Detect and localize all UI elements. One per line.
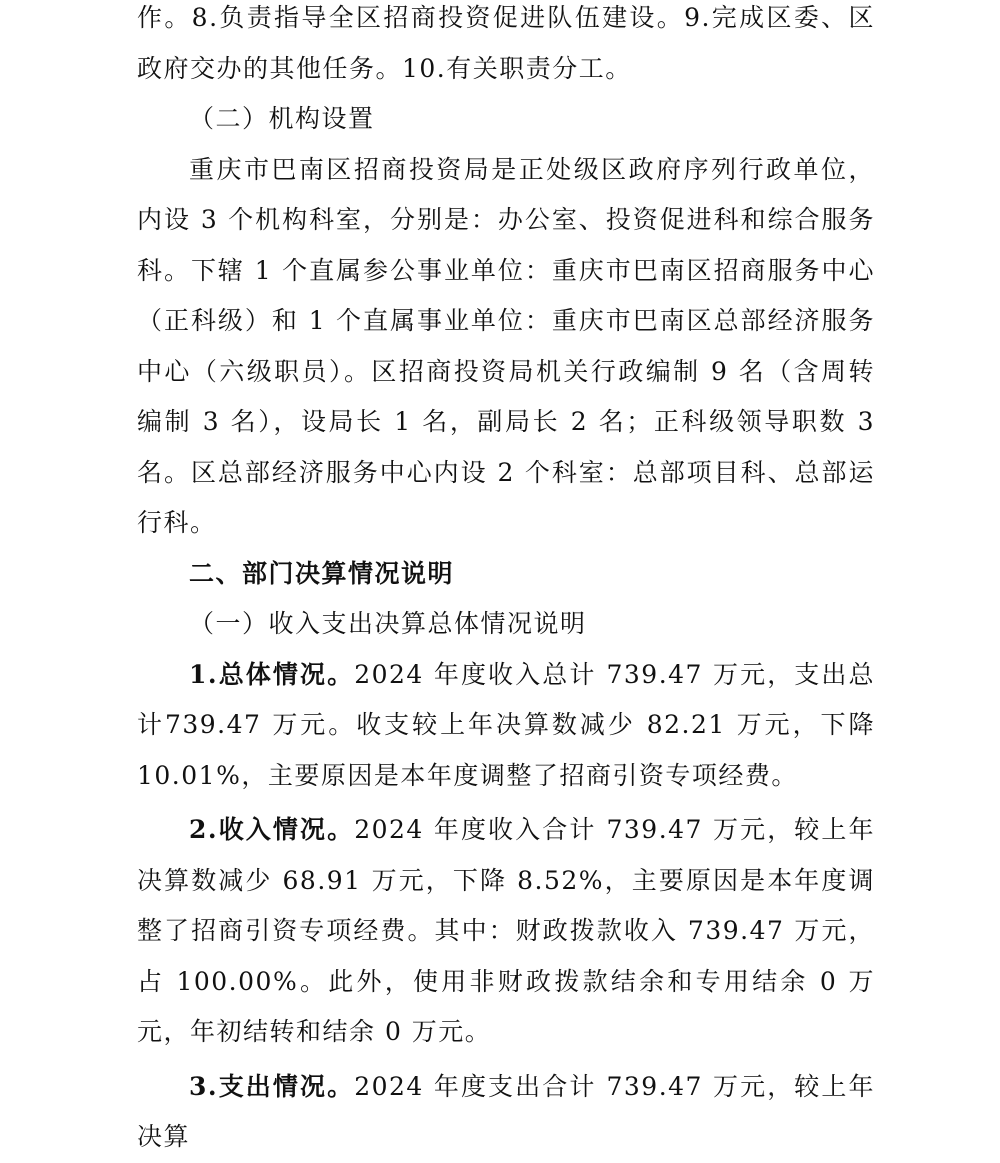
paragraph-overall xyxy=(137,650,875,802)
body-income: 2024 年度收入合计 739.47 万元，较上年决算数减少 68.91 万元，下降 8.52%，主要原因是本年度调整了招商引资专项经费。其中：财政拨款收入 739.47 万元，占 100.00%。此外，使用非财政拨款结余和专用结余 0 万元，年初结转和结余 0 万元。 xyxy=(137,815,875,1046)
paragraph-duties-end: 作。8.负责指导全区招商投资促进队伍建设。9.完成区委、区政府交办的其他任务。10.有关职责分工。 xyxy=(137,3,875,83)
paragraph-org-structure: 重庆市巴南区招商投资局是正处级区政府序列行政单位，内设 3 个机构科室，分别是：办公室、投资促进科和综合服务科。下辖 1 个直属参公事业单位：重庆市巴南区招商服务中心（正科级）和 1 个直属事业单位：重庆市巴南区总部经济服务中心（六级职员）。区招商投资局机关行政编制 9 名（含周转编制 3 名），设局长 1 名，副局长 2 名；正科级领导职数 3 名。区总部经济服务中心内设 2 个科室：总部项目科、总部运行科。 xyxy=(137,154,875,537)
document-page xyxy=(137,0,875,1163)
heading-org-structure: （二）机构设置 xyxy=(189,104,375,133)
lead-expense: 3.支出情况。 xyxy=(189,1071,355,1101)
body-expense: 2024 年度支出合计 739.47 万元，较上年决算 xyxy=(137,1071,875,1151)
heading-section-2: 二、部门决算情况说明 xyxy=(189,558,455,588)
paragraph-expense xyxy=(137,1062,875,1163)
lead-overall: 1.总体情况。 xyxy=(189,659,355,689)
body-overall: 2024 年度收入总计 739.47 万元，支出总计739.47 万元。收支较上年决算数减少 82.21 万元，下降 10.01%，主要原因是本年度调整了招商引资专项经费。 xyxy=(137,659,875,790)
paragraph-income xyxy=(137,805,875,1058)
lead-income: 2.收入情况。 xyxy=(189,815,355,844)
heading-income-expense-overview: （一）收入支出决算总体情况说明 xyxy=(189,609,587,638)
